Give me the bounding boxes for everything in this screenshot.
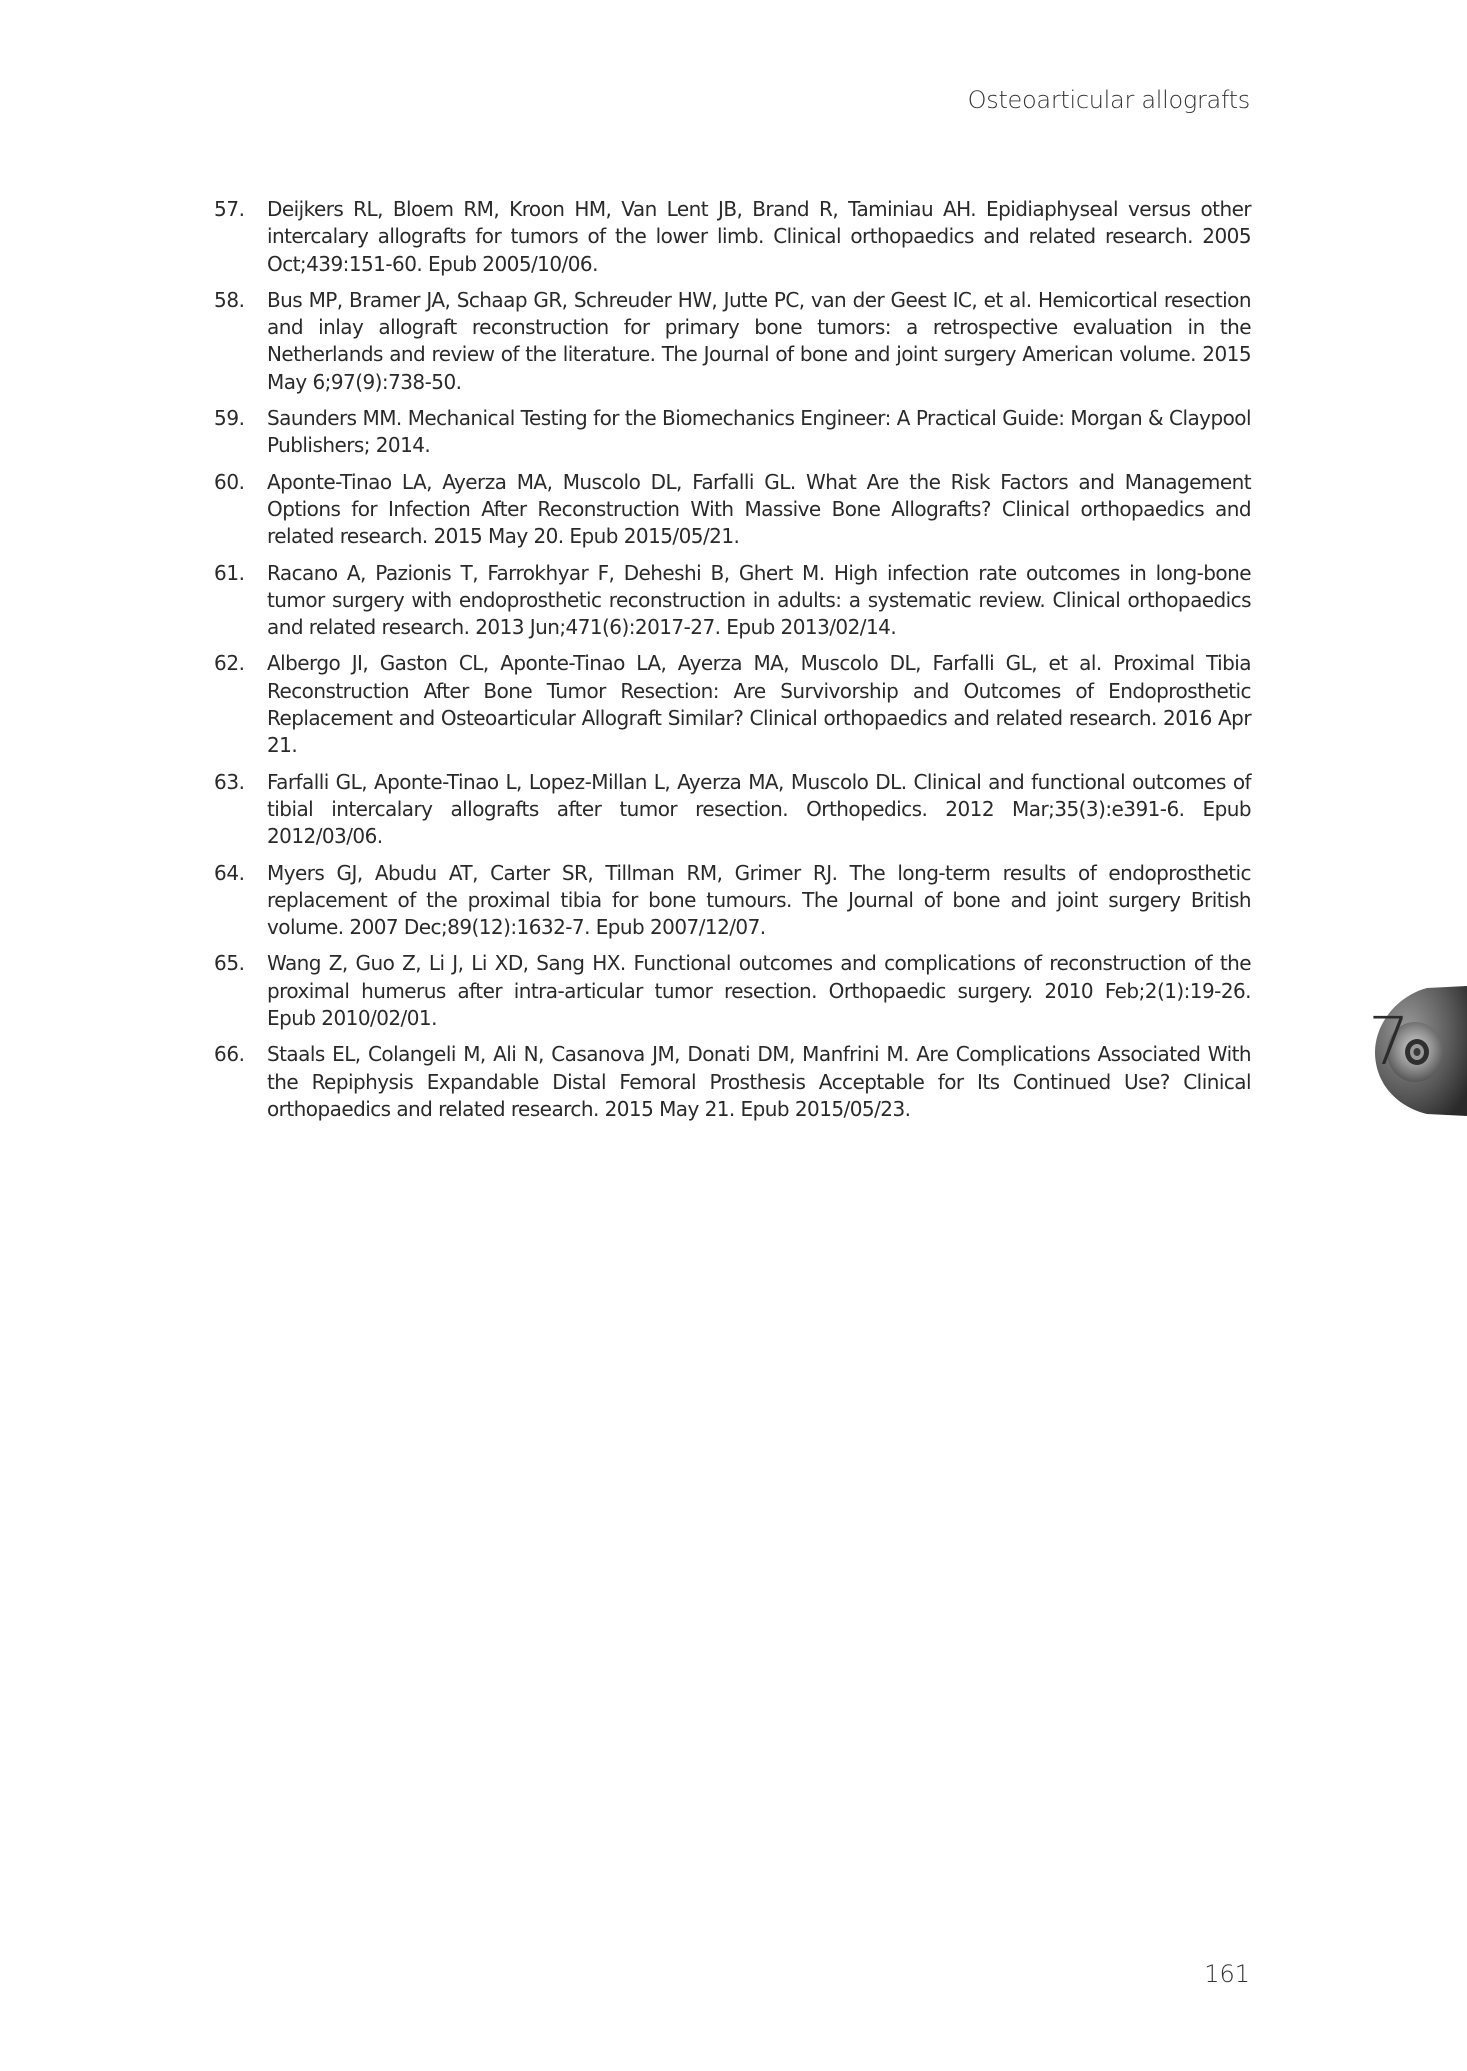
reference-text: Racano A, Pazionis T, Farrokhyar F, Deheshi B, Ghert M. High infection rate outcomes in long-bone tumor surgery with endoprosthetic reconstruction in adults: a systematic review. Clinical orthopaedics and related research. 2013 Jun;471(6):2017-27. Epub 2013/02/14. bbox=[267, 560, 1251, 640]
reference-number: 63. bbox=[214, 769, 245, 794]
reference-text: Deijkers RL, Bloem RM, Kroon HM, Van Lent JB, Brand R, Taminiau AH. Epidiaphyseal versus other intercalary allografts for tumors of the lower limb. Clinical orthopaedics and related research. 2005 Oct;439:151-60. Epub 2005/10/06. bbox=[267, 197, 1251, 276]
reference-number: 65. bbox=[214, 951, 245, 976]
reference-62 bbox=[214, 650, 1251, 759]
reference-number: 59. bbox=[214, 406, 245, 431]
reference-number: 61. bbox=[214, 560, 245, 585]
reference-number: 62. bbox=[214, 651, 245, 676]
reference-number: 60. bbox=[214, 469, 245, 494]
reference-60 bbox=[214, 469, 1251, 551]
reference-61 bbox=[214, 560, 1251, 642]
reference-text: Aponte-Tinao LA, Ayerza MA, Muscolo DL, Farfalli GL. What Are the Risk Factors and Management Options for Infection After Reconstruction With Massive Bone Allografts? Clinical orthopaedics and related research. 2015 May 20. Epub 2015/05/21. bbox=[267, 469, 1251, 549]
femoral-head-icon bbox=[1267, 986, 1467, 1116]
chapter-number: 7 bbox=[1368, 1003, 1410, 1080]
reference-57 bbox=[214, 196, 1251, 278]
reference-text: Staals EL, Colangeli M, Ali N, Casanova JM, Donati DM, Manfrini M. Are Complications Associated With the Repiphysis Expandable Distal Femoral Prosthesis Acceptable for Its Continued Use? Clinical orthopaedics and related research. 2015 May 21. Epub 2015/05/23. bbox=[267, 1042, 1251, 1121]
reference-text: Saunders MM. Mechanical Testing for the Biomechanics Engineer: A Practical Guide: Morgan & Claypool Publishers; 2014. bbox=[267, 406, 1251, 458]
reference-number: 66. bbox=[214, 1042, 245, 1067]
page-number: 161 bbox=[1204, 1960, 1250, 1988]
reference-number: 64. bbox=[214, 860, 245, 885]
reference-text: Myers GJ, Abudu AT, Carter SR, Tillman RM, Grimer RJ. The long-term results of endoprosthetic replacement of the proximal tibia for bone tumours. The Journal of bone and joint surgery British volume. 2007 Dec;89(12):1632-7. Epub 2007/12/07. bbox=[267, 860, 1251, 940]
chapter-tab bbox=[1267, 986, 1467, 1116]
reference-number: 58. bbox=[214, 287, 245, 312]
reference-58 bbox=[214, 287, 1251, 396]
reference-59 bbox=[214, 405, 1251, 460]
reference-66 bbox=[214, 1041, 1251, 1123]
reference-text: Albergo JI, Gaston CL, Aponte-Tinao LA, Ayerza MA, Muscolo DL, Farfalli GL, et al. Proximal Tibia Reconstruction After Bone Tumor Resection: Are Survivorship and Outcomes of Endoprosthetic Replacement and Osteoarticular Allograft Similar? Clinical orthopaedics and related research. 2016 Apr 21. bbox=[267, 651, 1251, 758]
reference-63 bbox=[214, 769, 1251, 851]
reference-list bbox=[214, 196, 1251, 1132]
reference-text: Farfalli GL, Aponte-Tinao L, Lopez-Millan L, Ayerza MA, Muscolo DL. Clinical and functional outcomes of tibial intercalary allografts after tumor resection. Orthopedics. 2012 Mar;35(3):e391-6. Epub 2012/03/06. bbox=[267, 769, 1251, 849]
reference-number: 57. bbox=[214, 197, 245, 221]
running-header: Osteoarticular allografts bbox=[967, 86, 1250, 114]
reference-65 bbox=[214, 950, 1251, 1032]
reference-text: Bus MP, Bramer JA, Schaap GR, Schreuder HW, Jutte PC, van der Geest IC, et al. Hemicortical resection and inlay allograft reconstruction for primary bone tumors: a retrospective evaluation in the Netherlands and review of the literature. The Journal of bone and joint surgery American volume. 2015 May 6;97(9):738-50. bbox=[267, 287, 1251, 394]
reference-text: Wang Z, Guo Z, Li J, Li XD, Sang HX. Functional outcomes and complications of reconstruction of the proximal humerus after intra-articular tumor resection. Orthopaedic surgery. 2010 Feb;2(1):19-26. Epub 2010/02/01. bbox=[267, 951, 1251, 1031]
reference-64 bbox=[214, 860, 1251, 942]
